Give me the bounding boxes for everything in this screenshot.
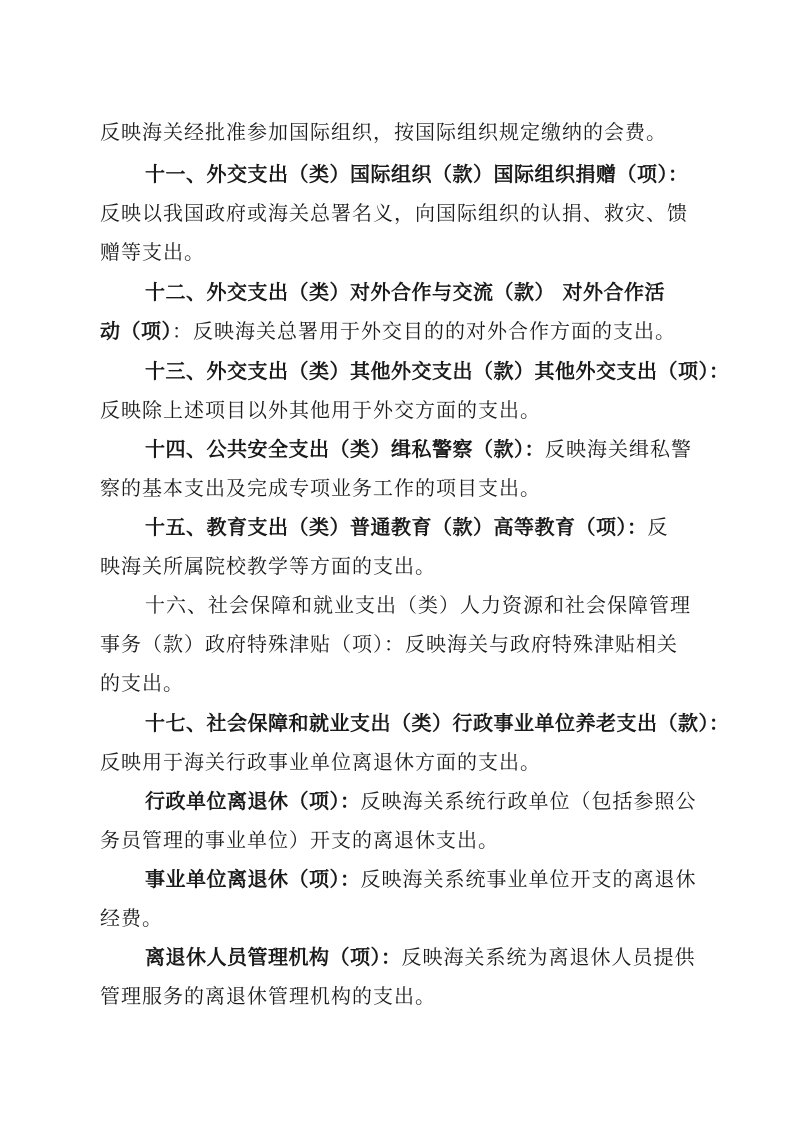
- line-text: 反映海关系统事业单位开支的离退休: [360, 867, 697, 891]
- line-text: 反映海关经批准参加国际组织，按国际组织规定缴纳的会费。: [100, 120, 667, 144]
- line-text: 反映用于海关行政事业单位离退休方面的支出。: [100, 750, 541, 774]
- heading-text: 事业单位离退休（项）：: [145, 867, 361, 891]
- heading-text: 十一、外交支出（类）国际组织（款）国际组织捐赠（项）：: [145, 162, 689, 186]
- heading-text: 十二、外交支出（类）对外合作与交流（款） 对外合作活: [145, 280, 665, 304]
- heading-text: 行政单位离退休（项）：: [145, 789, 361, 813]
- paragraph-line: [0, 475, 799, 501]
- line-text: 反映以我国政府或海关总署名义，向国际组织的认捐、救灾、馈: [100, 201, 688, 225]
- section-heading: [0, 436, 799, 462]
- paragraph-line: [0, 983, 799, 1009]
- paragraph-line: [0, 318, 799, 344]
- line-text: 反映除上述项目以外其他用于外交方面的支出。: [100, 398, 541, 422]
- line-text: 十六、社会保障和就业支出（类）人力资源和社会保障管理: [145, 593, 691, 617]
- paragraph-line: [0, 200, 799, 226]
- paragraph-line: [0, 553, 799, 579]
- line-text: 经费。: [100, 906, 163, 930]
- paragraph-line: [0, 749, 799, 775]
- line-text: 反映海关缉私警: [545, 437, 692, 461]
- section-heading: [0, 279, 799, 305]
- line-text: 反映海关系统行政单位（包括参照公: [360, 789, 697, 813]
- paragraph-line: [0, 827, 799, 853]
- line-text: 管理服务的离退休管理机构的支出。: [100, 984, 436, 1008]
- heading-text: 十四、公共安全支出（类）缉私警察（款）：: [145, 437, 545, 461]
- subsection-heading: [0, 944, 799, 970]
- line-text: 务员管理的事业单位）开支的离退休支出。: [100, 828, 499, 852]
- heading-text: 动（项）: [100, 319, 172, 343]
- line-text: 的支出。: [100, 671, 184, 695]
- heading-text: 离退休人员管理机构（项）：: [145, 945, 402, 969]
- paragraph-line: [0, 670, 799, 696]
- section-heading: [0, 592, 799, 618]
- heading-text: 十七、社会保障和就业支出（类）行政事业单位养老支出（款）：: [145, 711, 730, 735]
- subsection-heading: [0, 788, 799, 814]
- section-heading: [0, 514, 799, 540]
- line-text: 赠等支出。: [100, 240, 205, 264]
- paragraph-line: [0, 905, 799, 931]
- paragraph-line: [0, 397, 799, 423]
- section-heading: [0, 161, 799, 187]
- line-text: 反: [647, 515, 669, 539]
- paragraph-line: [0, 119, 799, 145]
- paragraph-line: [0, 631, 799, 657]
- line-text: 事务（款）政府特殊津贴（项）：反映海关与政府特殊津贴相关: [100, 632, 678, 656]
- section-heading: [0, 710, 799, 736]
- heading-text: 十五、教育支出（类）普通教育（款）高等教育（项）：: [145, 515, 648, 539]
- line-text: 察的基本支出及完成专项业务工作的项目支出。: [100, 476, 541, 500]
- line-text: 反映海关系统为离退休人员提供: [401, 945, 696, 969]
- heading-text: 十三、外交支出（类）其他外交支出（款）其他外交支出（项）：: [145, 359, 730, 383]
- subsection-heading: [0, 866, 799, 892]
- line-text: 映海关所属院校教学等方面的支出。: [100, 554, 436, 578]
- line-text: ：反映海关总署用于外交目的的对外合作方面的支出。: [172, 319, 676, 343]
- section-heading: [0, 358, 799, 384]
- paragraph-line: [0, 239, 799, 265]
